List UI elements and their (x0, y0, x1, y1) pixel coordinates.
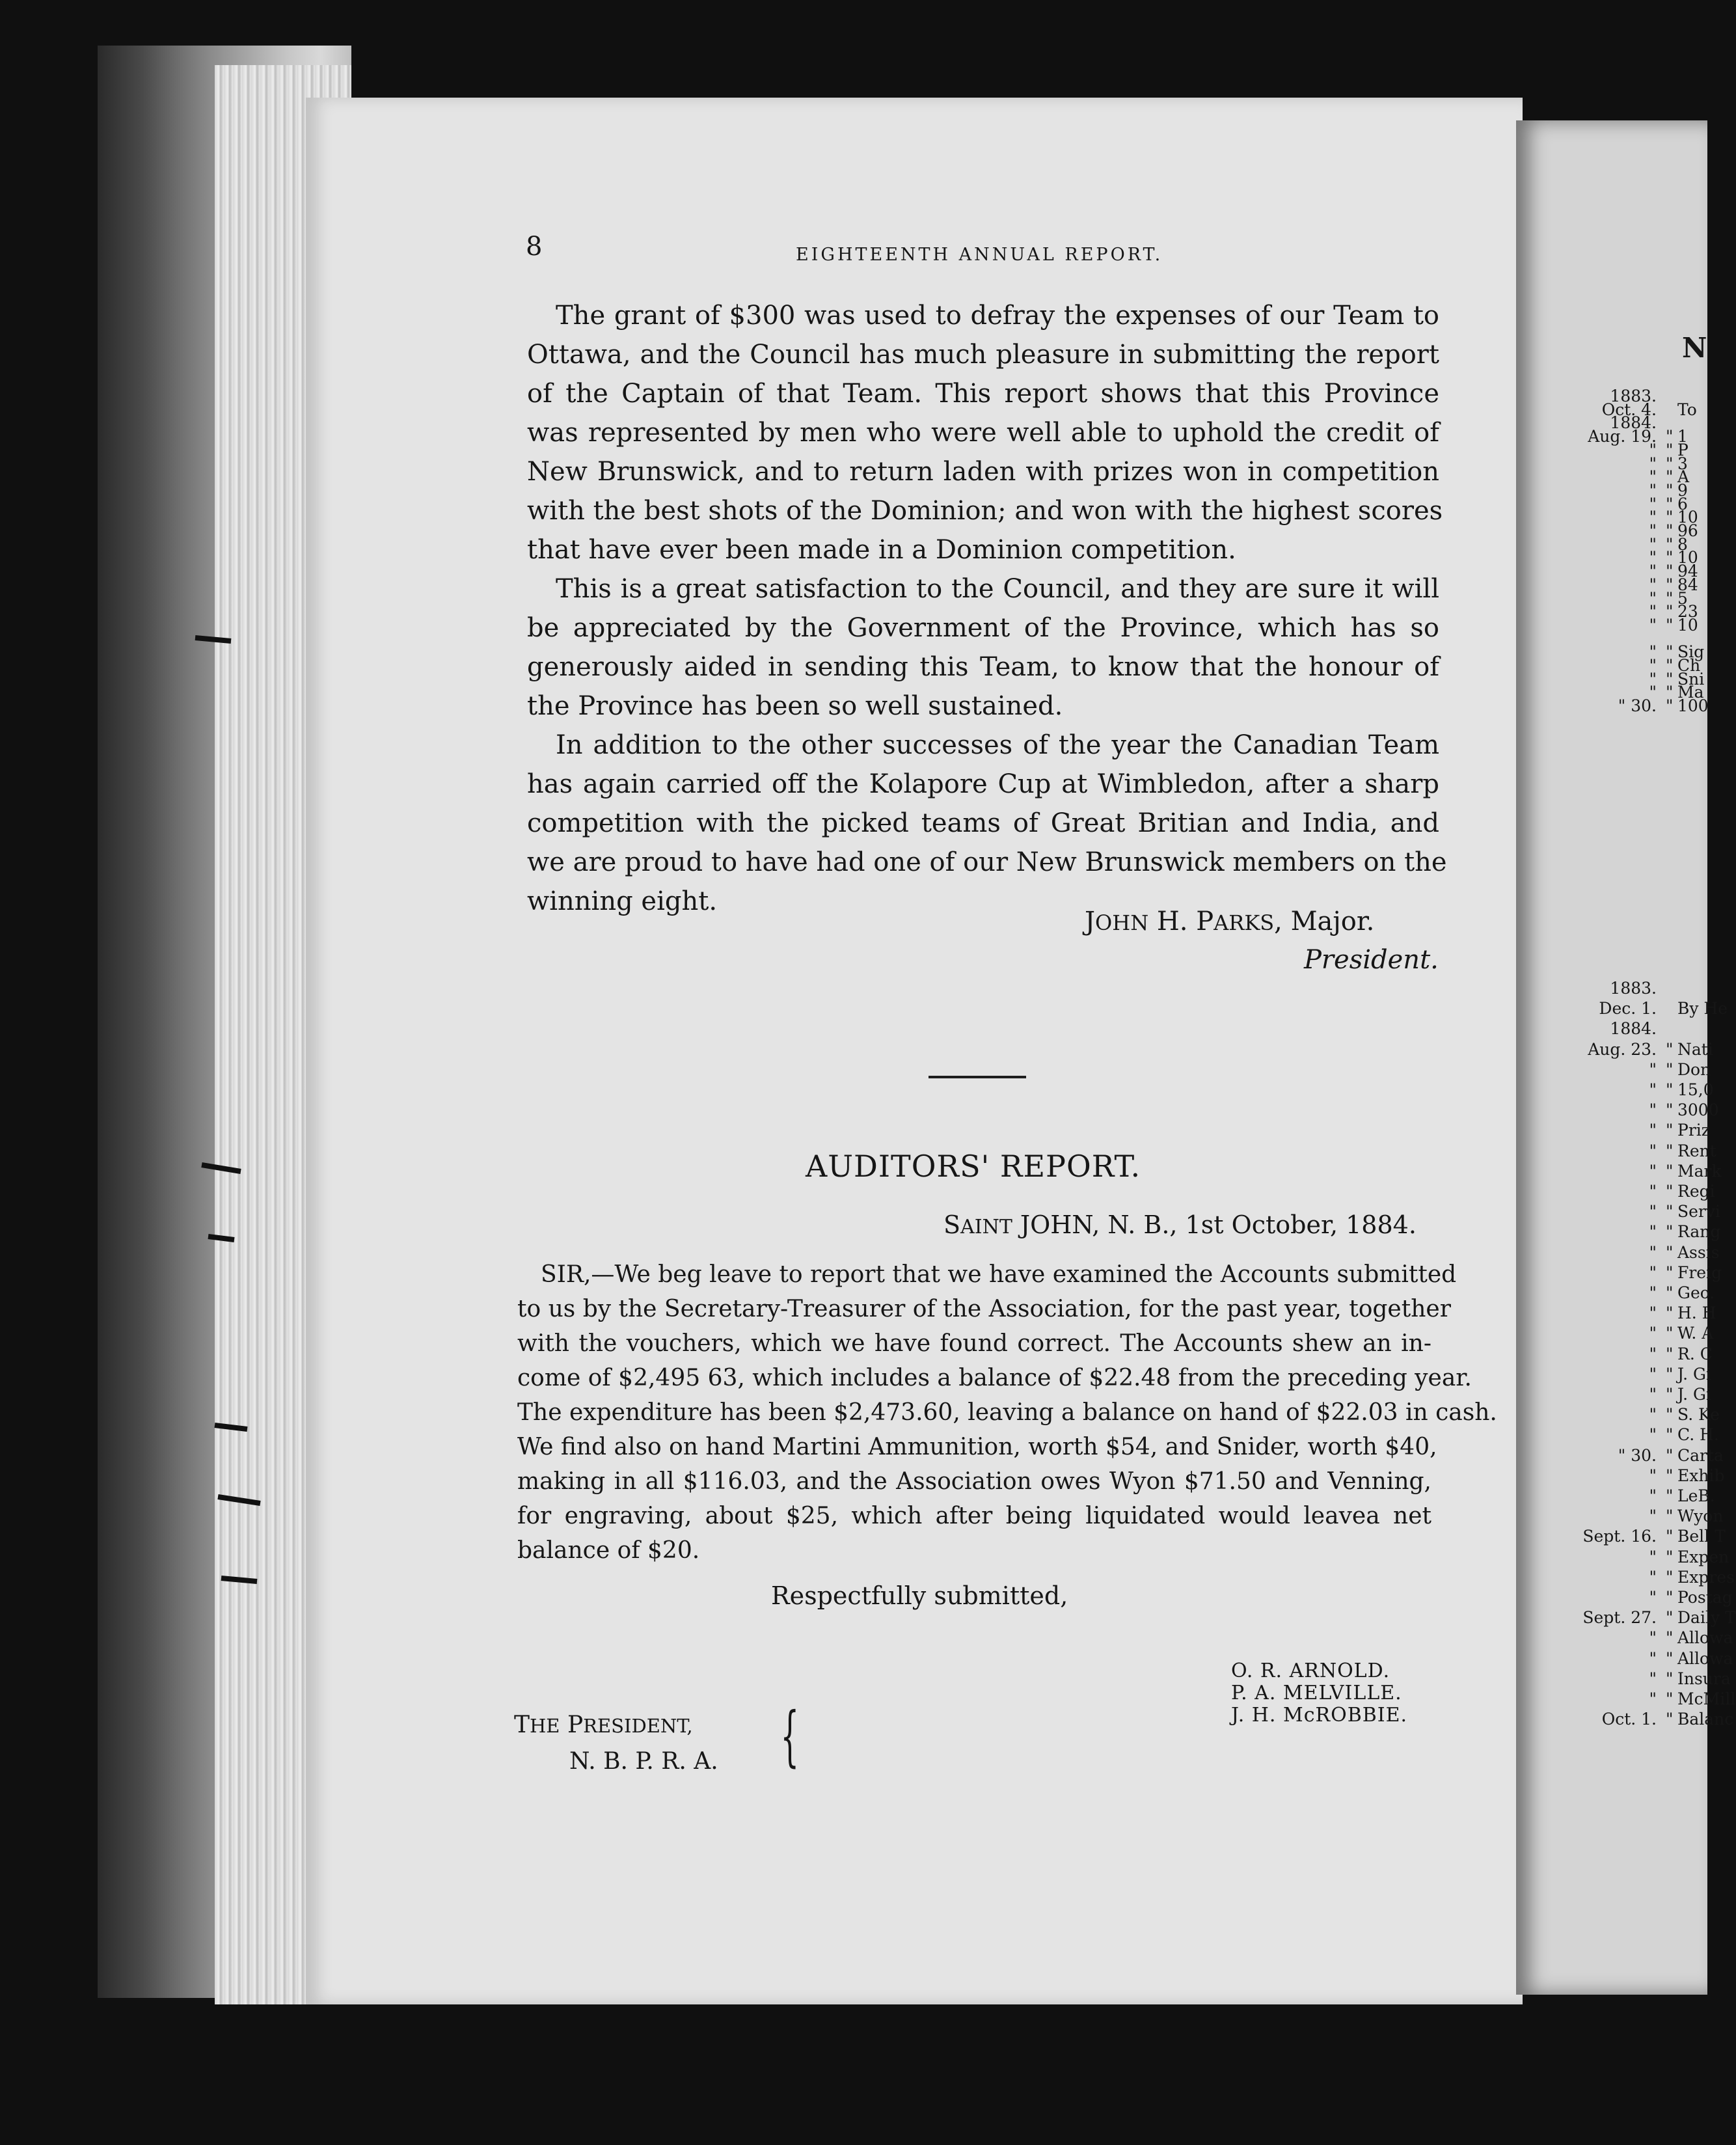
ledger-date: " (1649, 575, 1657, 594)
ledger-ditto: " (1666, 1100, 1674, 1120)
dateline-rest: JOHN, N. B., 1st October, 1884. (1012, 1210, 1417, 1239)
signature-initial: J (1085, 907, 1096, 936)
ledger-ditto: " (1666, 1466, 1674, 1485)
ledger-date: " (1649, 669, 1657, 689)
ledger-item: Carta (1677, 1445, 1724, 1465)
ledger-ditto: " (1666, 656, 1674, 675)
ledger-date: " (1649, 615, 1657, 635)
addressee-line (514, 1712, 693, 1738)
section-divider (929, 1076, 1026, 1078)
ledger-date: " (1649, 1567, 1657, 1587)
ledger-ditto: " (1666, 602, 1674, 622)
ledger-ditto: " (1666, 1689, 1674, 1708)
ledger-date: Sept. 16. (1582, 1527, 1657, 1546)
ledger-item: R. C (1677, 1344, 1713, 1363)
ledger-date: " (1649, 1364, 1657, 1384)
ledger-date: " (1649, 1080, 1657, 1099)
ledger-ditto: " (1666, 467, 1674, 487)
ledger-item: W. A (1677, 1324, 1714, 1343)
ledger-date: " (1649, 1648, 1657, 1668)
signature-initial: P (1196, 907, 1214, 936)
ledger-item: 3 (1677, 454, 1688, 473)
ledger-item: 8 (1677, 534, 1688, 554)
ledger-item: 6 (1677, 494, 1688, 513)
report-line: SIR,—We beg leave to report that we have examined the Accounts submitted (541, 1261, 1457, 1288)
ledger-date: " (1649, 588, 1657, 608)
ledger-item: 96 (1677, 521, 1698, 540)
addressee-initial: P (567, 1712, 584, 1738)
ledger-date: " (1649, 683, 1657, 702)
ledger-date: Aug. 23. (1588, 1039, 1657, 1059)
ledger-ditto: " (1666, 534, 1674, 554)
body-line: we are proud to have had one of our New Brunswick members on the (527, 847, 1447, 877)
ledger-item: 94 (1677, 562, 1698, 581)
running-head: EIGHTEENTH ANNUAL REPORT. (796, 245, 1163, 265)
body-line: has again carried off the Kolapore Cup at Wimbledon, after a sharp (527, 769, 1439, 799)
ledger-ditto: " (1666, 548, 1674, 567)
auditor-name: O. R. ARNOLD. (1231, 1660, 1390, 1682)
ledger-date: " (1649, 1100, 1657, 1120)
ledger-ditto: " (1666, 1059, 1674, 1079)
ledger-date: " (1649, 1242, 1657, 1262)
ledger-item: Allowa (1677, 1628, 1733, 1648)
ledger-date: " (1649, 562, 1657, 581)
ledger-ditto: " (1666, 440, 1674, 459)
ledger-item: 10 (1677, 548, 1698, 567)
ledger-date: Aug. 19. (1588, 427, 1657, 446)
ledger-date: " (1649, 1385, 1657, 1404)
ledger-ditto: " (1666, 1222, 1674, 1242)
ledger-item: McMill (1677, 1689, 1736, 1708)
ledger-date: " (1649, 656, 1657, 675)
ledger-item: Assis (1677, 1242, 1720, 1262)
signature-title: President. (1304, 945, 1439, 975)
signature-suffix: , Major. (1274, 907, 1375, 936)
ledger-date: " (1649, 1628, 1657, 1648)
ledger-date: " (1649, 1344, 1657, 1363)
report-line: We find also on hand Martini Ammunition, worth $54, and Snider, worth $40, (517, 1434, 1437, 1460)
report-line: come of $2,495 63, which includes a balance of $22.48 from the preceding year. (517, 1365, 1472, 1391)
ledger-date: 1883. (1610, 387, 1657, 405)
ledger-date: " (1649, 494, 1657, 513)
ledger-ditto: " (1666, 1324, 1674, 1343)
addressee-smallcaps: RESIDENT, (583, 1715, 693, 1737)
ledger-date: " (1649, 1669, 1657, 1688)
ledger-date: " (1649, 454, 1657, 473)
addressee-initial: T (514, 1712, 530, 1738)
ledger-date: 1884. (1610, 413, 1657, 433)
ledger-item: J. Gi (1677, 1385, 1711, 1404)
body-line: In addition to the other successes of the year the Canadian Team (556, 730, 1439, 760)
ledger-ditto: " (1666, 1710, 1674, 1729)
ledger-item: Daily T (1677, 1608, 1736, 1628)
ledger-date: " (1649, 1466, 1657, 1485)
ledger-item: 15,0 (1677, 1080, 1714, 1099)
ledger-item: To (1677, 400, 1697, 419)
report-line: balance of $20. (517, 1537, 700, 1564)
ledger-ditto: " (1666, 1080, 1674, 1099)
auditor-name: P. A. MELVILLE. (1231, 1682, 1402, 1704)
ledger-date: " (1649, 467, 1657, 487)
ledger-ditto: " (1666, 1364, 1674, 1384)
ledger-item: 84 (1677, 575, 1698, 594)
ledger-item: Sig (1677, 642, 1705, 662)
report-line: The expenditure has been $2,473.60, leaving a balance on hand of $22.03 in cash. (517, 1399, 1497, 1426)
ledger-item: S. Ke (1677, 1405, 1720, 1425)
ledger-date: Oct. 1. (1601, 1710, 1657, 1729)
ledger-date: " (1649, 1486, 1657, 1505)
body-line: competition with the picked teams of Great Britian and India, and (527, 808, 1439, 838)
ledger-ditto: " (1666, 696, 1674, 716)
ledger-date: " (1649, 1182, 1657, 1201)
ledger-item: By He (1677, 999, 1728, 1018)
ledger-date: " (1649, 1059, 1657, 1079)
report-line: making in all $116.03, and the Association owes Wyon $71.50 and Venning, (517, 1468, 1431, 1495)
ledger-item: 9 (1677, 480, 1688, 500)
ledger-item: Wyon (1677, 1507, 1724, 1526)
ledger-ditto: " (1666, 1405, 1674, 1425)
ledger-item: 3000 (1677, 1100, 1719, 1120)
ledger-date: " (1649, 1222, 1657, 1242)
ledger-ditto: " (1666, 508, 1674, 527)
ledger-item: 1 (1677, 427, 1688, 446)
ledger-date: " (1649, 521, 1657, 540)
facing-page-header: N (1682, 332, 1707, 364)
ledger-item: 10 (1677, 615, 1698, 635)
section-title: AUDITORS' REPORT. (806, 1149, 1141, 1184)
dateline (943, 1210, 1417, 1239)
ledger-ditto: " (1666, 1141, 1674, 1160)
ledger-item: Mark (1677, 1161, 1722, 1181)
body-line: generously aided in sending this Team, to know that the honour of (527, 652, 1439, 682)
report-line: to us by the Secretary-Treasurer of the Association, for the past year, together (517, 1296, 1451, 1322)
ledger-item: Rent (1677, 1141, 1716, 1160)
dateline-smallcaps: AINT (960, 1216, 1012, 1238)
addressee-smallcaps: HE (530, 1715, 560, 1737)
ledger-date: " (1649, 1547, 1657, 1566)
ledger-ditto: " (1666, 1527, 1674, 1546)
ledger-ditto: " (1666, 1567, 1674, 1587)
ledger-ditto: " (1666, 1628, 1674, 1648)
ledger-date: " (1649, 1405, 1657, 1425)
ledger-ditto: " (1666, 1669, 1674, 1688)
ledger-date: " (1649, 1689, 1657, 1708)
ledger-ditto: " (1666, 1385, 1674, 1404)
ledger-ditto: " (1666, 1344, 1674, 1363)
ledger-date: Oct. 4. (1601, 400, 1657, 419)
ledger-date: " (1649, 508, 1657, 527)
ledger-ditto: " (1666, 1445, 1674, 1465)
ledger-date: " (1649, 1588, 1657, 1607)
ledger-ditto: " (1666, 521, 1674, 540)
ledger-ditto: " (1666, 454, 1674, 473)
ledger-item: Geo. (1677, 1283, 1715, 1302)
ledger-ditto: " (1666, 642, 1674, 662)
ledger-ditto: " (1666, 1121, 1674, 1140)
ledger-item: 100 (1677, 696, 1709, 716)
ledger-item: Exhib (1677, 1466, 1725, 1485)
ledger-date: " (1649, 1202, 1657, 1222)
ledger-item: H. H (1677, 1304, 1716, 1323)
ledger-item: C. H. (1677, 1425, 1719, 1445)
ledger-ditto: " (1666, 1608, 1674, 1628)
ledger-item: LeB. (1677, 1486, 1715, 1505)
ledger-ditto: " (1666, 1486, 1674, 1505)
ledger-date: " (1649, 1121, 1657, 1140)
ledger-date: " (1649, 534, 1657, 554)
ledger-ditto: " (1666, 1161, 1674, 1181)
body-line: that have ever been made in a Dominion competition. (527, 535, 1236, 565)
ledger-item: Sni (1677, 669, 1705, 689)
ledger-item: A (1677, 467, 1690, 487)
ledger-item: Freig (1677, 1263, 1722, 1282)
ledger-ditto: " (1666, 588, 1674, 608)
signature-smallcaps: OHN (1095, 910, 1149, 935)
ledger-item: Ma (1677, 683, 1704, 702)
ledger-date: 1883. (1610, 979, 1657, 998)
ledger-ditto: " (1666, 1425, 1674, 1445)
ledger-item: Expen (1677, 1547, 1729, 1566)
ledger-item: Allowa (1677, 1648, 1733, 1668)
ledger-ditto: " (1666, 1263, 1674, 1282)
ledger-date: " (1649, 480, 1657, 500)
ledger-item: Insura (1677, 1669, 1731, 1688)
ledger-date: Sept. 27. (1582, 1608, 1657, 1628)
ledger-ditto: " (1666, 494, 1674, 513)
signature-middle: H. (1148, 907, 1197, 936)
ledger-item: Postag (1677, 1588, 1733, 1607)
ledger-item: Bell T (1677, 1527, 1726, 1546)
ledger-date: " (1649, 1507, 1657, 1526)
ledger-date: " (1649, 602, 1657, 622)
ledger-item: 5 (1677, 588, 1688, 608)
ledger-ditto: " (1666, 1039, 1674, 1059)
body-line: of the Captain of that Team. This report shows that this Province (527, 379, 1439, 409)
brace-glyph: { (780, 1698, 800, 1774)
ledger-date: " (1649, 1425, 1657, 1445)
ledger-item: Rang (1677, 1222, 1721, 1242)
body-line: was represented by men who were well able to uphold the credit of (527, 418, 1439, 448)
ledger-date: " (1649, 1304, 1657, 1323)
ledger-ditto: " (1666, 1182, 1674, 1201)
body-line: with the best shots of the Dominion; and won with the highest scores (527, 496, 1443, 526)
ledger-ditto: " (1666, 1507, 1674, 1526)
page-number: 8 (526, 232, 543, 262)
ledger-date: Dec. 1. (1599, 999, 1657, 1018)
dateline-initial: S (943, 1210, 961, 1239)
ledger-ditto: " (1666, 683, 1674, 702)
ledger-item: J. Gi (1677, 1364, 1711, 1384)
ledger-item: Regi (1677, 1182, 1715, 1201)
ledger-ditto: " (1666, 427, 1674, 446)
closing-line: Respectfully submitted, (771, 1581, 1068, 1610)
ledger-item: Expres (1677, 1567, 1735, 1587)
ledger-date: " (1649, 1324, 1657, 1343)
signature-smallcaps: ARKS (1214, 910, 1275, 935)
ledger-ditto: " (1666, 1588, 1674, 1607)
ledger-item: 23 (1677, 602, 1698, 622)
ledger-date: 1884. (1610, 1019, 1657, 1039)
ledger-ditto: " (1666, 1283, 1674, 1302)
body-line: the Province has been so well sustained. (527, 691, 1063, 721)
ledger-date: " (1649, 1161, 1657, 1181)
ledger-date: " (1649, 1263, 1657, 1282)
ledger-date: " 30. (1618, 696, 1657, 716)
ledger-item: Nati (1677, 1039, 1713, 1059)
body-line: This is a great satisfaction to the Council, and they are sure it will (556, 574, 1439, 604)
body-line: The grant of $300 was used to defray the expenses of our Team to (556, 301, 1439, 331)
signature-name (1085, 907, 1374, 936)
report-line: with the vouchers, which we have found correct. The Accounts shew an in- (517, 1330, 1431, 1357)
ledger-ditto: " (1666, 669, 1674, 689)
ledger-item: Balanc (1677, 1710, 1734, 1729)
ledger-item: Priz (1677, 1121, 1710, 1140)
ledger-date: " (1649, 440, 1657, 459)
ledger-item: 10 (1677, 508, 1698, 527)
ledger-ditto: " (1666, 480, 1674, 500)
ledger-date: " (1649, 1141, 1657, 1160)
auditor-name: J. H. McROBBIE. (1231, 1704, 1408, 1727)
ledger-date: " (1649, 548, 1657, 567)
ledger-ditto: " (1666, 1242, 1674, 1262)
ledger-ditto: " (1666, 1304, 1674, 1323)
body-line: winning eight. (527, 886, 718, 916)
ledger-item: Don (1677, 1059, 1711, 1079)
report-line: for engraving, about $25, which after being liquidated would leavea net (517, 1503, 1431, 1529)
ledger-date: " (1649, 1283, 1657, 1302)
ledger-date: " 30. (1618, 1445, 1657, 1465)
ledger-ditto: " (1666, 615, 1674, 635)
ledger-ditto: " (1666, 1648, 1674, 1668)
ledger-date: " (1649, 642, 1657, 662)
body-line: be appreciated by the Government of the Province, which has so (527, 613, 1439, 643)
ledger-item: Servi (1677, 1202, 1720, 1222)
body-line: Ottawa, and the Council has much pleasure in submitting the report (527, 340, 1439, 370)
body-line: New Brunswick, and to return laden with prizes won in competition (527, 457, 1439, 487)
ledger-item: P (1677, 440, 1689, 459)
addressee-line: N. B. P. R. A. (569, 1748, 718, 1775)
ledger-ditto: " (1666, 1547, 1674, 1566)
ledger-ditto: " (1666, 562, 1674, 581)
ledger-item: Ch (1677, 656, 1701, 675)
ledger-ditto: " (1666, 1202, 1674, 1222)
ledger-ditto: " (1666, 575, 1674, 594)
